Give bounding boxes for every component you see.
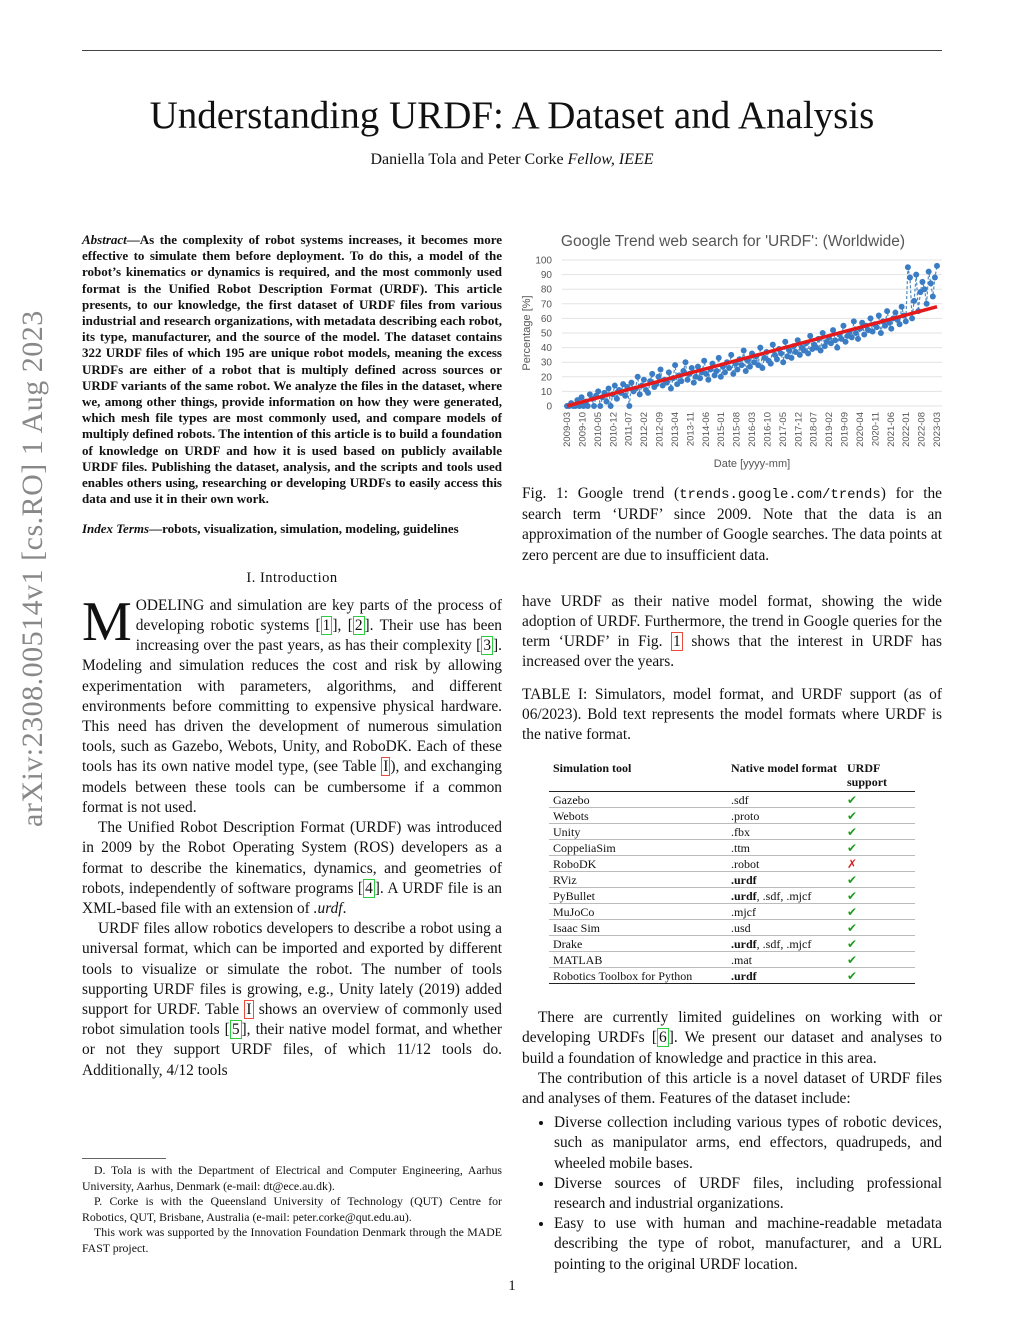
header-support: URDF support [843,759,915,792]
support-cell [843,968,915,984]
table-row [549,840,915,856]
support-cell [843,952,915,968]
chart-title: Google Trend web search for 'URDF': (Worldwide) [560,233,906,250]
support-cell [843,920,915,936]
x-tick-label: 2017-12 [793,412,805,447]
intro-text: ), and exchanging models between these tools can be cumbersome if a common format is not used. [82,758,502,816]
format-cell [727,936,843,952]
page-number: 1 [508,1278,516,1294]
tool-cell: RoboDK [549,856,727,872]
intro-paragraph-1: MODELING and simulation are key parts of the process of developing robotic systems [ 1 ], [ 2 ]. Their use has been increasing over the past years, as has their complexity [ 3 ]. Modeling and simulation reduces the cost and risk by allowing experimentation with parameters, algorithms, and different environments before committing to expensive physical hardware. This need has driven the development of numerous simulation tools, such as Gazebo, Webots, Unity, and RoboDK. Each of these tools has its own native model type, (see Table I ), and exchanging models between these tools can be cumbersome if a common format is not used. [82,590,503,816]
tool-cell: MuJoCo [549,904,727,920]
format-text: .mjcf [731,904,756,919]
x-tick-label: 2020-04 [854,412,866,447]
format-cell [727,792,843,808]
intro-text: URDF files allow robotics developers to describe a robot using a universal format, which can be imported and exported by different tools to visualize or simulate the robot. The number of tools supporting URDF files is growing, e.g., Unity lately (2019) added support for URDF. Table [82,920,502,1018]
body-text: have URDF as their native model format, showing the wide adoption of URDF. Furthermore, the trend in Google queries for the term ‘URDF’ in Fig. [522,592,942,651]
header-tool: Simulation tool [549,759,727,792]
support-cell [843,856,915,872]
support-cell [843,824,915,840]
check-icon: ✔ [847,920,858,935]
format-cell [727,808,843,824]
x-tick-label: 2013-04 [669,412,681,447]
check-icon: ✔ [847,792,858,807]
check-icon: ✔ [847,904,858,919]
tool-cell: Drake [549,936,727,952]
table-row [549,904,915,920]
tool-cell: Webots [549,808,727,824]
intro-text: shows an overview of commonly used robot simulation tools [ [82,1000,502,1039]
abstract [82,232,502,507]
footnote-funding: This work was supported by the Innovation Foundation Denmark through the MADE FAST project. [82,1225,502,1255]
index-terms [82,521,502,537]
x-tick-label: 2022-08 [916,412,928,447]
intro-text: The Unified Robot Description Format (URDF) was introduced in 2009 by the Robot Operating System (ROS) developers as a format to describe the kinematics, dynamics, and geometries of robots, independently of software programs [ [82,819,502,897]
x-axis-label: Date [yyyy-mm] [713,458,791,470]
y-tick-label: 40 [540,343,552,355]
list-item: • Easy to use with human and machine-readable metadata describing the type of robot, manufacturer, and a URL pointing to the original URDF location. [554,1214,942,1275]
support-cell [843,936,915,952]
table-row [549,936,915,952]
intro-paragraph-3 [82,919,502,1081]
table-row [549,856,915,872]
table-row [549,920,915,936]
format-cell [727,824,843,840]
check-icon: ✔ [847,936,858,951]
table-row [549,888,915,904]
format-text: .mat [731,952,752,967]
section-heading-introduction: I. Introduction [246,569,338,586]
support-cell [843,792,915,808]
right-paragraph-3: The contribution of this article is a novel dataset of URDF files and analyses of them. Features of the dataset include: [522,1069,942,1108]
y-tick-label: 70 [540,299,552,311]
tool-cell: CoppeliaSim [549,840,727,856]
tool-cell: Unity [549,824,727,840]
footnote-separator [82,1158,166,1159]
support-cell [843,888,915,904]
intro-paragraph-2 [82,818,502,919]
y-tick-label: 50 [540,328,552,340]
right-paragraph-1 [522,592,942,673]
x-tick-label: 2020-11 [870,412,882,447]
paper-title: Understanding URDF: A Dataset and Analysis [149,94,875,137]
right-column [522,232,942,1275]
table-ref-link[interactable]: I [383,758,389,776]
table-row [549,808,915,824]
x-tick-label: 2015-08 [731,412,743,447]
intro-text: ODELING and simulation are key parts of the process of developing robotic systems [ [135,596,502,635]
table-body [549,792,915,984]
intro-text: . [342,899,347,917]
footnote-corke: P. Corke is with the Queensland University of Technology (QUT) Centre for Robotics, QUT, Brisbane, Australia (e-mail: peter.corke@qut.edu.au). [82,1194,502,1224]
format-text: .sdf [731,792,749,807]
caption-text: ) for the search term ‘URDF’ since 2009. Note that the data is an approximation of the number of Google searches. The data points at zero percent are due to insufficient data. [522,485,942,564]
footnotes [82,1158,502,1256]
format-cell [727,888,843,904]
native-urdf-format: .urdf [731,872,757,887]
drop-cap: M [82,590,132,653]
body-text: ]. We present our dataset and analyses to build a foundation of knowledge and practice in this area. [522,1029,942,1067]
support-cell [843,808,915,824]
x-tick-label: 2012-02 [639,412,651,447]
x-tick-label: 2012-09 [654,412,666,447]
index-terms-text: —robots, visualization, simulation, modeling, guidelines [149,521,459,537]
format-text: , .sdf, .mjcf [756,888,812,903]
check-icon: ✔ [847,872,858,887]
file-extension: .urdf [313,899,343,917]
cross-icon: ✗ [847,856,858,871]
x-tick-label: 2010-12 [608,412,620,447]
check-icon: ✔ [847,952,858,967]
arxiv-identifier: arXiv:2308.00514v1 [cs.RO] 1 Aug 2023 [16,310,49,827]
table-row [549,824,915,840]
table-header-row [549,759,915,792]
y-tick-label: 10 [540,386,552,398]
table-row [549,952,915,968]
citation-link[interactable]: 6 [658,1029,667,1047]
table-row [549,872,915,888]
check-icon: ✔ [847,808,858,823]
intro-text: ], their native model format, and whether or not they support URDF files, of which 11/12 tools do. Additionally, 4/12 tools [82,1021,502,1079]
x-tick-label: 2022-01 [901,412,913,447]
native-urdf-format: .urdf [731,936,757,951]
abstract-text: —As the complexity of robot systems increases, it becomes more effective to simulate them before deployment. To do this, a model of the robot’s kinematics or dynamics is required, and the most commonly used format is the Unified Robot Description Format (URDF). This article presents, to our knowledge, the first dataset of URDF files from various industrial and research organizations, with metadata describing each robot, its type, manufacturer, and the source of the model. The dataset contains 322 URDF files of which 195 are unique robot models, meaning the excess URDFs are either of a robot that is multiply defined across sources or URDF variants of the same robot. We analyze the files in the dataset, where we, among other things, provide information on how they were generated, which mesh file types are most commonly used, and compare models of multiply defined robots. The intention of this article is to build a foundation of knowledge on URDF and how it is used based on publicly available URDF files. Publishing the dataset, analysis, and the scripts and tools used enables others using, researching or developing URDFs to easily access this data and use it in their own work. [82,232,502,507]
table-1-caption: TABLE I: Simulators, model format, and URDF support (as of 06/2023). Bold text represents the model formats where URDF is the native format. [522,685,942,744]
check-icon: ✔ [847,888,858,903]
list-item: • Diverse collection including various types of robotic devices, such as manipulator arms, end effectors, quadrupeds, and wheeled mobile bases. [554,1113,942,1174]
intro-text: ]. Modeling and simulation reduces the cost and risk by allowing experimentation with parameters, algorithms, and different environments before committing to expensive physical hardware. This need has driven the development of numerous simulation tools, such as Gazebo, Webots, Unity, and RoboDK. Each of these tools has its own native model type, (see Table [82,637,502,776]
simulators-table [549,759,915,984]
y-tick-label: 90 [540,270,552,282]
check-icon: ✔ [847,840,858,855]
x-tick-label: 2018-07 [808,412,820,447]
right-paragraph-2 [522,1008,942,1069]
x-tick-label: 2013-11 [685,412,697,447]
y-axis-label: Percentage [%] [521,295,533,371]
list-item: • Diverse sources of URDF files, including professional research and industrial organizations. [554,1174,942,1214]
citation-link[interactable]: 4 [365,879,373,897]
y-tick-label: 0 [546,401,552,413]
footnote-tola: D. Tola is with the Department of Electrical and Computer Engineering, Aarhus University, Aarhus, Denmark (e-mail: dt@ece.au.dk). [82,1163,502,1193]
check-icon: ✔ [847,824,858,839]
format-text: .ttm [731,840,751,855]
x-tick-label: 2019-09 [839,412,851,447]
format-cell [727,856,843,872]
header-format: Native model format [727,759,843,792]
intro-text: ]. Their use has been increasing over the past years, as has their complexity [ [135,617,503,655]
format-cell [727,952,843,968]
x-tick-label: 2019-02 [824,412,836,447]
x-tick-label: 2009-10 [577,412,589,447]
tool-cell: Isaac Sim [549,920,727,936]
table-row [549,792,915,808]
format-text: .robot [731,856,760,871]
x-tick-label: 2016-03 [747,412,758,447]
format-text: .proto [731,808,760,823]
trends-url[interactable]: trends.google.com/trends [679,487,881,503]
body-text: shows that the interest in URDF has increased over the years. [522,633,943,671]
x-tick-label: 2017-05 [777,412,789,447]
x-tick-label: 2010-05 [592,412,604,447]
y-tick-label: 60 [540,313,552,325]
index-terms-label: Index Terms [82,521,150,537]
native-urdf-format: .urdf [731,968,757,983]
y-tick-label: 100 [535,255,552,267]
citation-link[interactable]: 1 [322,617,331,635]
tool-cell: Robotics Toolbox for Python [549,968,727,984]
support-cell [843,872,915,888]
x-tick-label: 2021-06 [885,412,897,447]
format-cell [727,968,843,984]
x-tick-label: 2016-10 [762,412,774,447]
format-text: , .sdf, .mjcf [756,936,812,951]
table-row [549,968,915,984]
x-tick-label: 2014-06 [700,412,712,447]
x-tick-label: 2023-03 [932,412,943,447]
figure-ref-link[interactable]: 1 [673,633,681,651]
format-text: .fbx [731,824,750,839]
figure-1-caption [522,484,942,566]
format-cell [727,920,843,936]
x-tick-label: 2011-07 [623,412,635,447]
tool-cell: RViz [549,872,727,888]
tool-cell: Gazebo [549,792,727,808]
support-cell [843,904,915,920]
tool-cell: PyBullet [549,888,727,904]
top-rule [82,50,942,51]
table-ref-link[interactable]: I [246,1000,252,1018]
body-text: There are currently limited guidelines on working with or developing URDFs [ [522,1009,942,1047]
check-icon: ✔ [847,968,858,983]
format-cell [727,840,843,856]
caption-label: Fig. 1: Google trend ( [522,485,680,502]
citation-link[interactable]: 2 [354,617,363,635]
author-names: Daniella Tola and Peter Corke [370,151,564,168]
authors [0,151,1024,169]
format-text: .usd [731,920,751,935]
x-tick-label: 2009-03 [562,412,573,447]
abstract-label: Abstract [82,232,127,247]
tool-cell: MATLAB [549,952,727,968]
native-urdf-format: .urdf [731,888,757,903]
format-cell [727,904,843,920]
feature-list [522,1113,942,1275]
x-tick-label: 2015-01 [716,412,728,447]
y-tick-label: 80 [540,284,552,296]
y-tick-label: 20 [540,372,552,384]
y-tick-label: 30 [540,357,552,369]
left-column [82,232,502,1081]
intro-text: ]. A URDF file is an XML-based file with an extension of [82,879,502,917]
format-cell [727,872,843,888]
citation-link[interactable]: 5 [231,1021,240,1039]
citation-link[interactable]: 3 [483,637,492,655]
support-cell [843,840,915,856]
author-suffix: Fellow, IEEE [567,151,654,168]
